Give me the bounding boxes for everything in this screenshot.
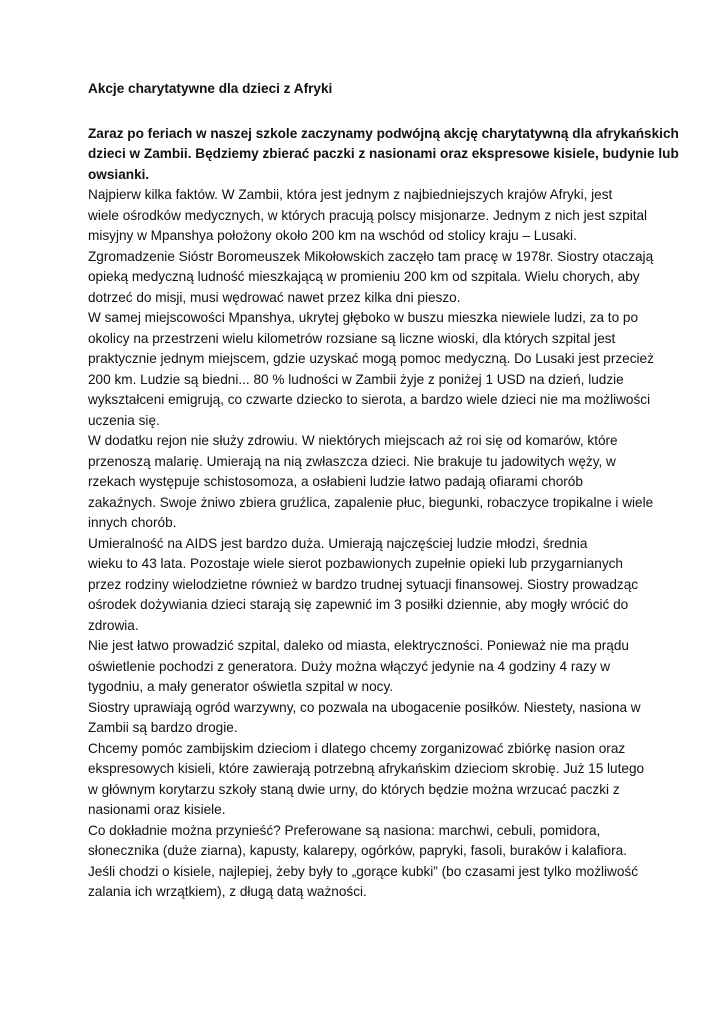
body-line: wiele ośrodków medycznych, w których pracują polscy misjonarze. Jednym z nich jest szpital (88, 207, 648, 223)
body-line: oświetlenie pochodzi z generatora. Duży można włączyć jedynie na 4 godziny 4 razy w (88, 658, 611, 674)
body-line: ekspresowych kisieli, które zawierają potrzebną afrykańskim dzieciom skrobię. Już 15 lutego (88, 761, 645, 776)
body-line: przez rodziny wielodzietne również w bardzo trudnej sytuacji finansowej. Siostry prowadząc (88, 576, 639, 592)
body-line: nasionami oraz kisiele. (88, 802, 226, 817)
lead-paragraph (88, 124, 679, 186)
body-line: Umieralność na AIDS jest bardzo duża. Umierają najczęściej ludzie młodzi, średnia (88, 535, 588, 551)
lead-line: owsianki. (88, 166, 150, 182)
body-line: Zgromadzenie Sióstr Boromeuszek Mikołowskich zaczęło tam pracę w 1978r. Siostry otaczają (88, 248, 654, 264)
body-line: tygodniu, a mały generator oświetla szpital w nocy. (88, 679, 394, 694)
lead-line: dzieci w Zambii. Będziemy zbierać paczki z nasionami oraz ekspresowe kisiele, budynie lub (88, 146, 679, 161)
body-line: dotrzeć do misji, musi wędrować nawet przez kilka dni pieszo. (88, 289, 461, 305)
body-line: Najpierw kilka faktów. W Zambii, która jest jednym z najbiedniejszych krajów Afryki, jest (88, 187, 613, 202)
body-line: praktycznie jednym miejscem, gdzie uzyskać mogą pomoc medyczną. Do Lusaki jest przecież (88, 351, 654, 366)
body-text (88, 185, 654, 903)
body-line: zalania ich wrzątkiem), z długą datą ważności. (88, 884, 367, 899)
body-line: 200 km. Ludzie są biedni... 80 % ludności w Zambii żyje z poniżej 1 USD na dzień, ludzie (88, 371, 624, 387)
body-line: misyjny w Mpanshya położony około 200 km na wschód od stolicy kraju – Lusaki. (88, 228, 577, 243)
body-line: Zambii są bardzo drogie. (88, 720, 238, 735)
document-body (88, 79, 679, 903)
body-line: W samej miejscowości Mpanshya, ukrytej głęboko w buszu mieszka niewiele ludzi, za to po (88, 310, 639, 325)
body-line: Nie jest łatwo prowadzić szpital, daleko od miasta, elektryczności. Ponieważ nie ma prądu (88, 638, 629, 653)
body-line: rzekach występuje schistosomoza, a osłabieni ludzie łatwo padają ofiarami chorób (88, 474, 583, 489)
body-line: W dodatku rejon nie służy zdrowiu. W niektórych miejscach aż roi się od komarów, które (88, 433, 618, 448)
body-line: Siostry uprawiają ogród warzywny, co pozwala na ubogacenie posiłków. Niestety, nasiona w (88, 699, 641, 715)
document-title: Akcje charytatywne dla dzieci z Afryki (88, 81, 333, 96)
body-line: Jeśli chodzi o kisiele, najlepiej, żeby były to „gorące kubki” (bo czasami jest tylko możliwość (88, 863, 639, 879)
body-line: okolicy na przestrzeni wielu kilometrów rozsiane są liczne wioski, dla których szpital jest (88, 330, 616, 346)
body-line: słonecznika (duże ziarna), kapusty, kalarepy, ogórków, papryki, fasoli, buraków i kalafiora. (88, 843, 627, 858)
body-line: uczenia się. (88, 412, 160, 428)
body-line: innych chorób. (88, 515, 177, 530)
body-line: przenoszą malarię. Umierają na nią zwłaszcza dzieci. Nie brakuje tu jadowitych węży, w (88, 453, 616, 469)
lead-line: Zaraz po feriach w naszej szkole zaczynamy podwójną akcję charytatywną dla afrykańskich (88, 125, 679, 141)
body-line: wykształceni emigrują, co czwarte dziecko to sierota, a bardzo wiele dzieci nie ma możliwości (88, 392, 651, 407)
body-line: Co dokładnie można przynieść? Preferowane są nasiona: marchwi, cebuli, pomidora, (88, 822, 601, 838)
body-line: w głównym korytarzu szkoły staną dwie urny, do których będzie można wrzucać paczki z (88, 781, 620, 797)
body-line: wieku to 43 lata. Pozostaje wiele sierot pozbawionych zupełnie opieki lub przygarnianych (88, 556, 623, 571)
body-line: zdrowia. (88, 617, 139, 633)
body-line: Chcemy pomóc zambijskim dzieciom i dlatego chcemy zorganizować zbiórkę nasion oraz (88, 740, 626, 756)
body-line: opieką medyczną ludność mieszkającą w promieniu 200 km od szpitala. Wielu chorych, aby (88, 269, 640, 284)
body-line: zakaźnych. Swoje żniwo zbiera gruźlica, zapalenie płuc, biegunki, robaczyce tropikalne i wiele (88, 494, 654, 510)
body-line: ośrodek dożywiania dzieci starają się zapewnić im 3 posiłki dziennie, aby mogły wrócić do (88, 597, 629, 612)
